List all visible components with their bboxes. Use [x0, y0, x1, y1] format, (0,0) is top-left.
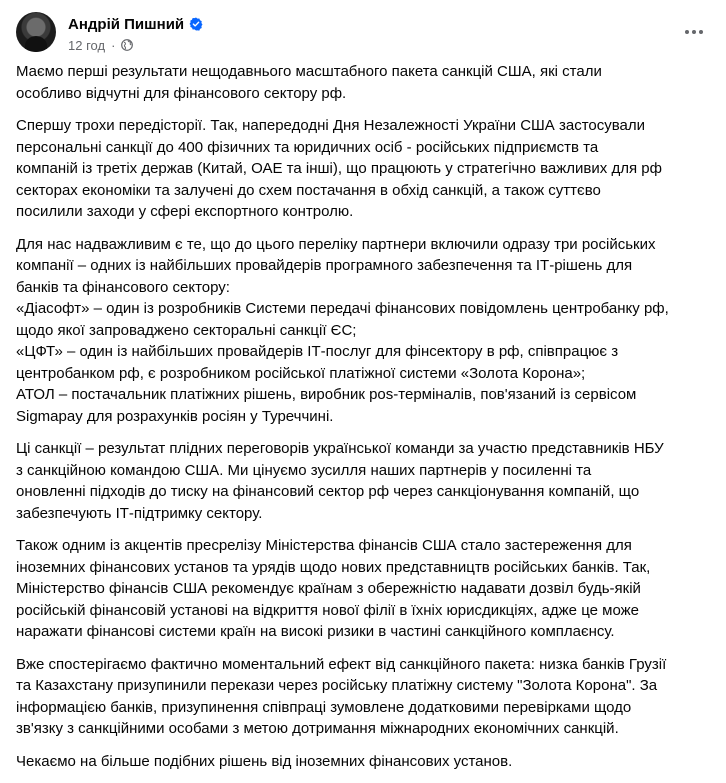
- text-line: Чекаємо на більше подібних рішень від іноземних фінансових установ.: [16, 752, 513, 770]
- text-line: Ці санкції – результат плідних переговорів української команди за участю представників НБУ: [16, 440, 664, 457]
- meta-separator: ·: [111, 37, 116, 53]
- text-line: наражати фінансові системи країн на високі ризики в частині санкційного комплаєнсу.: [16, 623, 615, 640]
- verified-badge-icon: [189, 17, 203, 31]
- author-row: [68, 14, 203, 34]
- text-line: Вже спостерігаємо фактично моментальний ефект від санкційного пакета: низка банків Грузії: [16, 655, 667, 673]
- text-line: Для нас надважливим є те, що до цього переліку партнери включили одразу три російських: [16, 235, 656, 253]
- post-paragraph: [16, 535, 712, 643]
- post-header: [16, 12, 710, 56]
- post-paragraph: [16, 61, 712, 104]
- text-line: зв'язку з санкційними особами з метою дотримання міжнародних економічних санкцій.: [16, 720, 619, 737]
- text-line: іноземних фінансових установ та урядів щодо нових представництв російських банків. Так,: [16, 558, 651, 576]
- post-paragraph: [16, 438, 712, 524]
- post-paragraph: [16, 654, 712, 740]
- text-line: Маємо перші результати нещодавнього масштабного пакета санкцій США, які стали: [16, 63, 602, 80]
- text-line: російській фінансовій установі на відкриття нової філії в їхніх юрисдикціях, адже це може: [16, 601, 639, 619]
- text-line: оновленні підходів до тиску на фінансовий сектор рф через санкціонування компаній, що: [16, 483, 640, 500]
- text-line: компаній із третіх держав (Китай, ОАЕ та інші), що працюють у стратегічно важливих для рф: [16, 160, 662, 177]
- text-line: особливо відчутні для фінансового сектору рф.: [16, 84, 347, 102]
- post-text: [16, 61, 712, 783]
- text-line: щодо якої запроваджено секторальні санкції ЄС;: [16, 321, 357, 339]
- text-line: персональні санкції до 400 фізичних та юридичних осіб - російських підприємств та: [16, 138, 599, 156]
- text-line: Спершу трохи передісторії. Так, напередодні Дня Незалежності України США застосували: [16, 117, 646, 134]
- text-line: Також одним із акцентів пресрелізу Міністерства фінансів США стало застереження для: [16, 537, 632, 554]
- text-line: АТОЛ – постачальник платіжних рішень, виробник pos-терміналів, пов'язаний із сервісом: [16, 386, 637, 403]
- text-line: секторах економіки та залучені до схем постачання в обхід санкцій, а також суттєво: [16, 181, 601, 199]
- more-options-icon: [685, 30, 703, 34]
- text-line: посилили заходи у сфері експортного контролю.: [16, 203, 354, 220]
- text-line: з санкційною командою США. Ми цінуємо зусилля наших партнерів у посиленні та: [16, 461, 592, 479]
- text-line: забезпечують ІТ-підтримку сектору.: [16, 504, 263, 522]
- text-line: банків та фінансового сектору:: [16, 278, 230, 296]
- post-paragraph: [16, 234, 712, 428]
- post-paragraph: [16, 115, 712, 223]
- post-meta: [68, 37, 133, 53]
- globe-icon[interactable]: [121, 39, 133, 51]
- avatar[interactable]: [16, 12, 56, 52]
- text-line: «Діасофт» – один із розробників Системи передачі фінансових повідомлень центробанку рф,: [16, 300, 669, 317]
- text-line: та Казахстану призупинили перекази через російську платіжну систему "Золота Корона". За: [16, 677, 658, 694]
- text-line: компанії – одних із найбільших провайдерів програмного забезпечення та ІТ-рішень для: [16, 257, 633, 274]
- text-line: Sigmapay для розрахунків росіян у Туреччині.: [16, 407, 334, 425]
- author-name[interactable]: Андрій Пишний: [68, 15, 185, 33]
- post-paragraph: [16, 751, 712, 773]
- post-time[interactable]: 12 год: [68, 37, 106, 53]
- text-line: Міністерство фінансів США рекомендує країнам з обережністю надавати дозвіл будь-якій: [16, 580, 641, 597]
- text-line: інформацією банків, призупинення співпраці зумовлене додатковими перевірками щодо: [16, 698, 632, 716]
- text-line: центробанком рф, є розробником російської платіжної системи «Золота Корона»;: [16, 364, 586, 382]
- text-line: «ЦФТ» – один із найбільших провайдерів ІТ-послуг для фінсектору в рф, співпрацює з: [16, 343, 619, 360]
- more-options-button[interactable]: [680, 18, 708, 46]
